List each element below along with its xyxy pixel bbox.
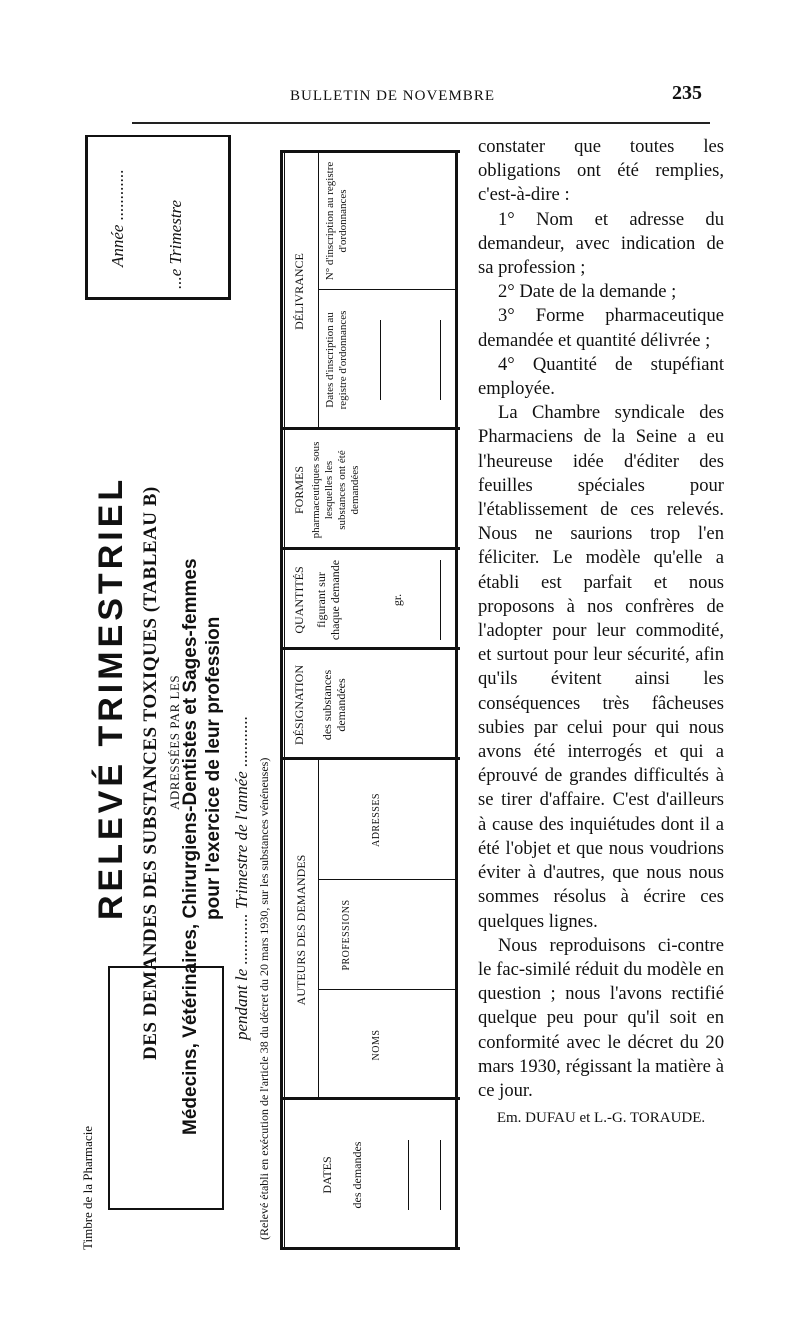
table-top-rule	[280, 150, 283, 1250]
paragraph: 3° Forme pharmaceutique demandée et quantité délivrée ;	[478, 305, 724, 351]
form-period: pendant le ............ Trimestre de l'année ............	[232, 715, 251, 1040]
year-field: Année ............	[108, 169, 127, 267]
sub-divider	[318, 879, 455, 880]
running-header: BULLETIN DE NOVEMBRE	[290, 88, 495, 104]
row-divider	[318, 153, 319, 430]
col-adresses: ADRESSES	[371, 793, 382, 848]
year-box	[85, 135, 231, 300]
col-dates-title: DATES	[320, 1156, 334, 1194]
form-title: RELEVÉ TRIMESTRIEL	[92, 475, 130, 920]
table-bottom-rule	[455, 150, 458, 1250]
entry-line	[380, 320, 381, 400]
entry-line	[440, 560, 441, 640]
col-quantites-unit: gr.	[390, 593, 404, 607]
page-number: 235	[672, 82, 702, 104]
form-subtitle: DES DEMANDES DES SUBSTANCES TOXIQUES (TABLEAU B)	[140, 486, 161, 1060]
row-divider	[318, 760, 319, 1100]
paragraph: La Chambre syndicale des Pharmaciens de la Seine a eu l'heureuse idée d'éditer des feuilles spéciales pour l'établissement de ces relevés. Nous ne saurions trop l'en féliciter. Le modèle qu'elle a établi est parfait et nous proposons à nos confrères de l'adopter pour leur commodité, et surtout pour leur sécurité, afin qu'ils évitent ainsi les conséquences très fâcheuses subies par celui pour qui nous avons été interrogés et qui a éprouvé de grandes difficultés à se tirer d'affaire. C'est d'ailleurs à cause des inquiétudes dont il a été l'objet et que nous voudrions éviter à d'autres, que nous nous sommes résolus à écrire ces quelques lignes.	[478, 402, 724, 932]
trimestre-field: ...e Trimestre	[166, 199, 185, 289]
paragraph: 2° Date de la demande ;	[498, 281, 677, 303]
form-legal-note: (Relevé établi en exécution de l'article 38 du décret du 20 mars 1930, sur les substances vénéneuses)	[257, 757, 271, 1240]
stamp-box	[108, 966, 224, 1210]
paragraph: 1° Nom et adresse du demandeur, avec indication de sa profession ;	[478, 208, 724, 279]
paragraph: 4° Quantité de stupéfiant employée.	[478, 353, 724, 400]
entry-line	[440, 320, 441, 400]
col-delivrance-numeros: N° d'inscription au registre d'ordonnances	[324, 161, 349, 281]
table-right-rule	[280, 150, 460, 153]
signature: Em. DUFAU et L.-G. TORAUDE.	[496, 1110, 706, 1127]
form-table	[280, 150, 460, 1250]
stamp-label: Timbre de la Pharmacie	[80, 1125, 95, 1250]
col-delivrance-dates: Dates d'inscription au registre d'ordonnances	[324, 310, 349, 410]
col-noms: NOMS	[371, 1029, 382, 1061]
col-designation-sub: des substances demandées	[320, 669, 348, 741]
table-left-rule	[280, 1247, 460, 1250]
form-professions: Médecins, Vétérinaires, Chirurgiens-Dentistes et Sages-femmes	[180, 558, 201, 1135]
col-auteurs-title: AUTEURS DES DEMANDES	[294, 854, 308, 1006]
sub-divider	[318, 289, 455, 290]
entry-line	[408, 1140, 409, 1210]
form-facsimile	[40, 130, 460, 1250]
form-professions-2: pour l'exercice de leur profession	[203, 616, 224, 920]
col-designation-title: DÉSIGNATION	[292, 665, 306, 745]
sub-divider	[318, 989, 455, 990]
col-formes-sub: pharmaceutiques sous lesquelles les substances ont été demandées	[310, 441, 361, 539]
header-rule	[132, 122, 710, 124]
paragraph: constater que toutes les obligations ont été remplies, c'est-à-dire :	[478, 136, 724, 206]
article-column	[478, 135, 724, 1130]
col-divider	[280, 547, 460, 550]
col-divider	[280, 647, 460, 650]
col-professions: PROFESSIONS	[341, 899, 352, 971]
col-formes-title: FORMES	[292, 465, 306, 515]
table-top-rule-2	[284, 150, 285, 1250]
paragraph: Nous reproduisons ci-contre le fac-similé réduit du modèle en question ; nous l'avons rectifié quelque peu pour qu'il soit en conformité avec le décret du 20 mars 1930, régissant la matière à ce jour.	[478, 934, 724, 1101]
col-quantites-sub: figurant sur chaque demande	[314, 559, 342, 641]
col-dates-sub: des demandes	[350, 1141, 364, 1209]
col-delivrance-title: DÉLIVRANCE	[292, 253, 306, 330]
col-quantites-title: QUANTITÉS	[292, 566, 306, 634]
entry-line	[440, 1140, 441, 1210]
form-addressed: ADRESSÉES PAR LES	[167, 674, 182, 810]
col-divider	[280, 427, 460, 430]
